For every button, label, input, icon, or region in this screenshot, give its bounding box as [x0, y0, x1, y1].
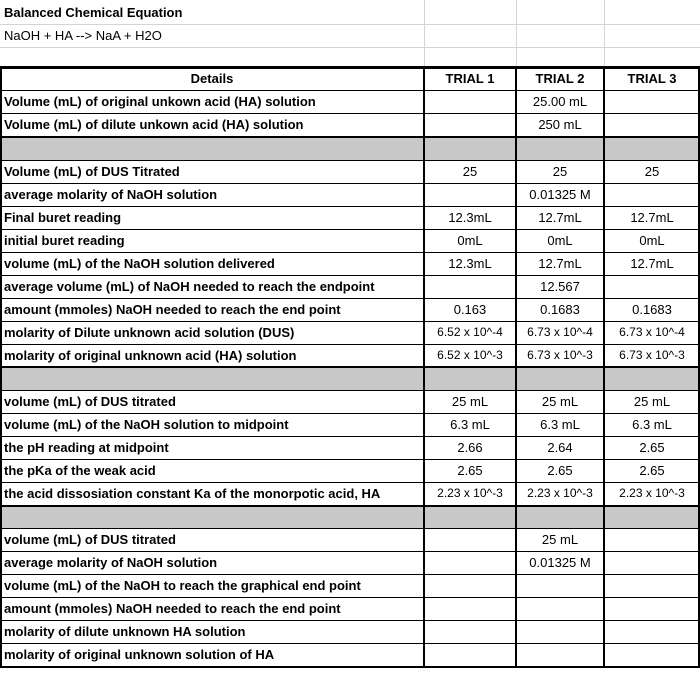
gridline: [515, 66, 517, 668]
trial-2-value: [516, 643, 604, 666]
gridline: [0, 229, 700, 230]
trial-1-value: 6.3 mL: [450, 417, 490, 432]
row-label: Volume (mL) of dilute unkown acid (HA) solution: [4, 117, 304, 132]
trial-2-value: 0.01325 M: [529, 555, 591, 570]
trial-1-value: [424, 551, 516, 574]
row-label: average molarity of NaOH solution: [4, 187, 218, 202]
separator-band: [0, 506, 700, 528]
trial-3-value: [604, 275, 700, 298]
gridline: [0, 413, 700, 414]
trial-2-value: [516, 574, 604, 597]
table-row: [0, 275, 700, 298]
table-row: [0, 344, 700, 367]
gridline: [0, 183, 700, 184]
trial-2-value: 6.3 mL: [540, 417, 580, 432]
gridline: [0, 459, 700, 460]
trial-3-value: 25: [644, 164, 660, 179]
trial-3-value: 6.73 x 10^-3: [619, 348, 685, 362]
separator-band: [0, 367, 700, 390]
trial-2-value: 12.567: [540, 279, 580, 294]
row-label: molarity of Dilute unknown acid solution (DUS): [4, 325, 295, 340]
gridline: [0, 47, 700, 48]
gridline: [423, 66, 425, 668]
table-row: [0, 528, 700, 551]
gridline: [0, 136, 700, 138]
trial-2-value: 2.65: [547, 463, 573, 478]
row-label: molarity of original unknown solution of HA: [4, 647, 275, 662]
trial-1-value: [424, 620, 516, 643]
gridline: [0, 344, 700, 345]
trial-1-value: 6.52 x 10^-4: [437, 325, 503, 339]
trial-1-value: 2.23 x 10^-3: [437, 486, 503, 500]
gridline: [0, 68, 700, 69]
row-label: average molarity of NaOH solution: [4, 555, 218, 570]
trial-1-value: [424, 113, 516, 136]
gridline: [0, 252, 700, 253]
trial-1-value: [424, 90, 516, 113]
trial-3-value: [604, 551, 700, 574]
trial-1-value: 0mL: [457, 233, 483, 248]
row-label: molarity of original unknown acid (HA) solution: [4, 348, 297, 363]
trial-1-value: 0.163: [453, 302, 487, 317]
row-label: the pH reading at midpoint: [4, 440, 169, 455]
table-row: [0, 206, 700, 229]
header-trial-3: TRIAL 3: [627, 71, 677, 86]
trial-2-value: 12.7mL: [538, 256, 582, 271]
table-row: [0, 597, 700, 620]
gridline: [0, 574, 700, 575]
table-row: [0, 413, 700, 436]
table-row: [0, 113, 700, 136]
trial-1-value: 12.3mL: [448, 256, 492, 271]
table-row: [0, 298, 700, 321]
trial-3-value: 2.65: [639, 463, 665, 478]
row-label: the pKa of the weak acid: [4, 463, 156, 478]
trial-1-value: [424, 528, 516, 551]
equation-text: NaOH + HA --> NaA + H2O: [4, 28, 162, 43]
trial-1-value: 2.65: [457, 463, 483, 478]
row-label: volume (mL) of the NaOH solution to midpoint: [4, 417, 289, 432]
table-row: [0, 321, 700, 344]
table-row: [0, 574, 700, 597]
row-label: amount (mmoles) NaOH needed to reach the end point: [4, 302, 341, 317]
table-row: [0, 643, 700, 666]
gridline: [603, 66, 605, 668]
trial-1-value: 25 mL: [451, 394, 489, 409]
trial-1-value: [424, 183, 516, 206]
trial-3-value: [604, 113, 700, 136]
trial-3-value: [604, 597, 700, 620]
trial-1-value: 12.3mL: [448, 210, 492, 225]
table-row: [0, 390, 700, 413]
trial-3-value: 25 mL: [633, 394, 671, 409]
row-label: the acid dissosiation constant Ka of the monorpotic acid, HA: [4, 486, 381, 501]
gridline: [0, 528, 700, 529]
trial-3-value: 6.3 mL: [632, 417, 672, 432]
trial-3-value: 2.65: [639, 440, 665, 455]
trial-2-value: 25: [552, 164, 568, 179]
row-label: Volume (mL) of DUS Titrated: [4, 164, 180, 179]
gridline: [0, 321, 700, 322]
table-row: [0, 90, 700, 113]
gridline: [0, 505, 700, 507]
trial-1-value: 2.66: [457, 440, 483, 455]
table-row: [0, 183, 700, 206]
gridline: [0, 113, 700, 114]
trial-3-value: 0.1683: [632, 302, 672, 317]
row-label: molarity of dilute unknown HA solution: [4, 624, 246, 639]
trial-3-value: [604, 574, 700, 597]
gridline: [0, 390, 700, 391]
trial-2-value: 0.1683: [540, 302, 580, 317]
trial-1-value: 6.52 x 10^-3: [437, 348, 503, 362]
row-label: volume (mL) of the NaOH solution delivered: [4, 256, 275, 271]
row-label: Volume (mL) of original unkown acid (HA) solution: [4, 94, 316, 109]
trial-2-value: 2.64: [547, 440, 573, 455]
trial-3-value: 0mL: [639, 233, 665, 248]
trial-2-value: 0mL: [547, 233, 573, 248]
row-label: Final buret reading: [4, 210, 122, 225]
trial-1-value: [424, 275, 516, 298]
gridline: [0, 482, 700, 483]
gridline: [0, 90, 700, 91]
trial-2-value: 25.00 mL: [532, 94, 588, 109]
trial-2-value: 250 mL: [538, 117, 582, 132]
trial-1-value: [424, 574, 516, 597]
gridline: [0, 436, 700, 437]
row-label: average volume (mL) of NaOH needed to reach the endpoint: [4, 279, 375, 294]
table-row: [0, 229, 700, 252]
trial-2-value: [516, 597, 604, 620]
header-trial-1: TRIAL 1: [445, 71, 495, 86]
row-label: initial buret reading: [4, 233, 125, 248]
row-label: volume (mL) of DUS titrated: [4, 532, 176, 547]
trial-1-value: [424, 643, 516, 666]
equation-row: [0, 24, 700, 47]
trial-2-value: 25 mL: [541, 394, 579, 409]
gridline: [0, 66, 2, 668]
trial-1-value: 25: [462, 164, 478, 179]
trial-2-value: 2.23 x 10^-3: [527, 486, 593, 500]
gridline: [0, 643, 700, 644]
gridline: [0, 597, 700, 598]
gridline: [0, 275, 700, 276]
trial-2-value: 6.73 x 10^-3: [527, 348, 593, 362]
trial-3-value: [604, 643, 700, 666]
gridline: [0, 551, 700, 552]
gridline: [0, 666, 700, 668]
gridline: [0, 298, 700, 299]
trial-3-value: [604, 183, 700, 206]
table-row: [0, 459, 700, 482]
gridline: [0, 206, 700, 207]
trial-3-value: 6.73 x 10^-4: [619, 325, 685, 339]
trial-2-value: [516, 620, 604, 643]
gridline: [0, 366, 700, 368]
header-row: [0, 67, 700, 90]
trial-3-value: 12.7mL: [630, 256, 674, 271]
trial-3-value: [604, 90, 700, 113]
title-row: [0, 1, 700, 24]
trial-3-value: 2.23 x 10^-3: [619, 486, 685, 500]
table-row: [0, 436, 700, 459]
trial-2-value: 25 mL: [541, 532, 579, 547]
row-label: volume (mL) of DUS titrated: [4, 394, 176, 409]
gridline: [0, 160, 700, 161]
table-row: [0, 551, 700, 574]
gridline: [0, 620, 700, 621]
trial-1-value: [424, 597, 516, 620]
trial-3-value: 12.7mL: [630, 210, 674, 225]
header-details: Details: [190, 71, 234, 86]
table-row: [0, 160, 700, 183]
trial-2-value: 6.73 x 10^-4: [527, 325, 593, 339]
equation-title: Balanced Chemical Equation: [4, 5, 183, 20]
trial-2-value: 12.7mL: [538, 210, 582, 225]
trial-3-value: [604, 620, 700, 643]
row-label: volume (mL) of the NaOH to reach the graphical end point: [4, 578, 361, 593]
header-trial-2: TRIAL 2: [535, 71, 585, 86]
trial-2-value: 0.01325 M: [529, 187, 591, 202]
trial-3-value: [604, 528, 700, 551]
table-row: [0, 252, 700, 275]
table-row: [0, 620, 700, 643]
separator-band: [0, 137, 700, 160]
table-row: [0, 482, 700, 505]
row-label: amount (mmoles) NaOH needed to reach the end point: [4, 601, 341, 616]
